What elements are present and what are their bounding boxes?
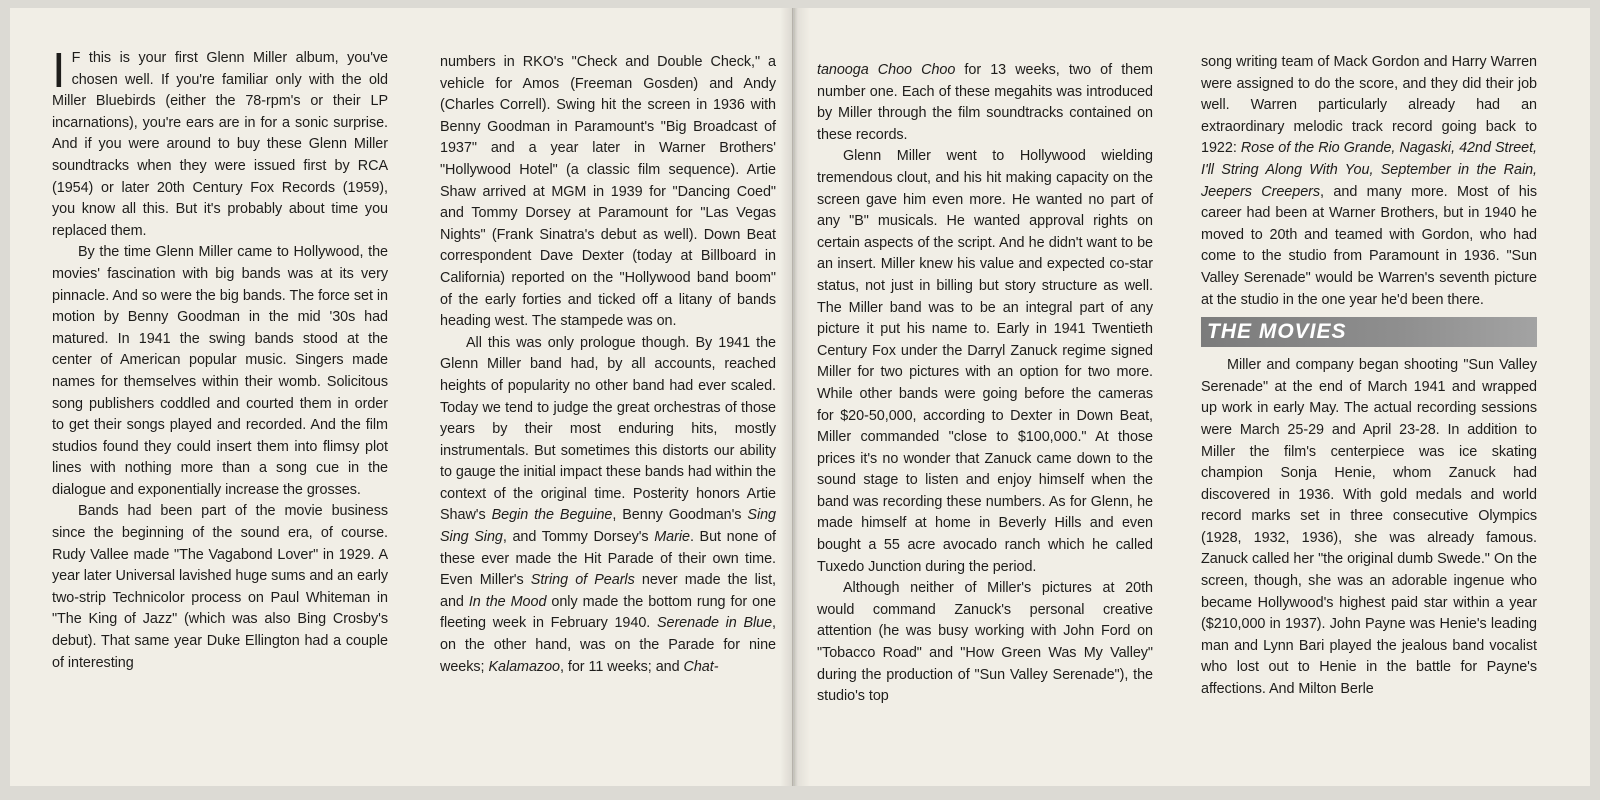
text-run: All this was only prologue though. By 1941 the Glenn Miller band had, by all accounts, reached heights of popularity no other band had ever scaled. Today we tend to judge the great orchestras of those years by their most enduring hits, mostly instrumentals. But sometimes this distorts our ability to gauge the initial impact these bands had within the context of the original time. Posterity honors Artie Shaw's bbox=[440, 334, 776, 524]
text-run: , Benny Goodman's bbox=[612, 507, 748, 524]
song-title: Begin the Beguine bbox=[491, 507, 613, 524]
paragraph: By the time Glenn Miller came to Hollywood, the movies' fascination with big bands was at its very pinnacle. And so were the big bands. The force set in motion by Benny Goodman in the mid '30s had matured. In 1941 the swing bands stood at the center of American popular music. Singers made names for themselves within their womb. Solicitous song publishers coddled and courted them in order to get their songs played and recorded. And the film studios found they could insert them into flimsy plot lines with nothing more than a song cue in the dialogue and exponentially increase the grosses. bbox=[52, 244, 388, 498]
text-run: . But none of these ever made the Hit Parade of their own time. Even Miller's bbox=[440, 529, 776, 589]
paragraph: Miller and company began shooting "Sun Valley Serenade" at the end of March 1941 and wrapped up work in early May. The actual recording sessions were March 25-29 and April 23-28. In addition to Miller the film's centerpiece was ice skating champion Sonja Henie, whom Zanuck had discovered in 1936. With gold medals and world record marks set in three consecutive Olympics (1928, 1932, 1936), she was already famous. Zanuck called her "the original dumb Swede." On the screen, though, she was an adorable ingenue who became Hollywood's highest paid star within a year ($210,000 in 1937). John Payne was Henie's leading man and Lynn Bari played the jealous band vocalist who lost out to Henie in the battle for Payne's affections. And Milton Berle bbox=[1201, 357, 1537, 698]
text-run: for 13 weeks, two of them number one. Each of these megahits was introduced by Miller through the film soundtracks contained on these records. bbox=[817, 62, 1153, 143]
section-heading: THE MOVIES bbox=[1201, 317, 1537, 347]
paragraph: Glenn Miller went to Hollywood wielding tremendous clout, and his hit making capacity on the screen gave him even more. He wanted no part of any "B" musicals. He wanted approval rights on certain aspects of the script. And he didn't want to be an insert. Miller knew his value and expected co-star status, not just in billing but story structure as well. The Miller band was to be an integral part of any picture it put his name to. Early in 1941 Twentieth Century Fox under the Darryl Zanuck regime signed Miller for two pictures with an option for two more. While other bands were going before the cameras for $20-50,000, according to Dexter in Down Beat, Miller commanded "close to $100,000." At those prices it's no wonder that Zanuck came down to the sound stage to listen and enjoy himself when the band was recording these numbers. As for Glenn, he made himself at home in Beverly Hills and even bought a 55 acre avocado ranch which he called Tuxedo Junction during the period. bbox=[817, 148, 1153, 575]
text-run: , and Tommy Dorsey's bbox=[502, 529, 655, 546]
text-run: , on the other hand, was on the Parade for nine weeks; bbox=[440, 615, 776, 675]
text-run: never made the list, and bbox=[440, 572, 776, 610]
paragraph bbox=[52, 44, 388, 242]
song-title: tanooga Choo Choo bbox=[817, 62, 956, 78]
song-title: In the Mood bbox=[468, 593, 547, 610]
column-1 bbox=[52, 44, 388, 674]
song-title: Serenade in Blue bbox=[656, 615, 773, 632]
song-title: Marie bbox=[654, 529, 690, 546]
song-title: Chat- bbox=[683, 658, 719, 675]
song-titles: Rose of the Rio Grande, Nagaski, 42nd Street, I'll String Along With You, September in the Rain, Jeepers Creepers bbox=[1201, 140, 1538, 200]
text-run: , for 11 weeks; and bbox=[559, 658, 684, 675]
paragraph bbox=[440, 333, 776, 679]
paragraph: numbers in RKO's "Check and Double Check," a vehicle for Amos (Freeman Gosden) and Andy (Charles Correll). Swing hit the screen in 1936 with Benny Goodman in Paramount's "Big Broadcast of 1937" and a year later in Warner Brothers' "Hollywood Hotel" (a classic film sequence). Artie Shaw arrived at MGM in 1939 for "Dancing Coed" and Tommy Dorsey at Paramount for "Las Vegas Nights" (Frank Sinatra's debut as well). Down Beat correspondent Dave Dexter (today at Billboard in California) reported on the "Hollywood band boom" of the early forties and ticked off a litany of bands heading west. The stampede was on. bbox=[440, 54, 776, 330]
text-run: , and many more. Most of his career had been at Warner Brothers, but in 1940 he moved to 20th and teamed with Gordon, who had come to the studio from Paramount in 1936. "Sun Valley Serenade" would be Warren's seventh picture at the studio in the one year he'd been there. bbox=[1201, 183, 1537, 308]
text-run: song writing team of Mack Gordon and Harry Warren were assigned to do the score, and they did their job well. Warren particularly already had an extraordinary melodic track record going back to 1922: bbox=[1201, 54, 1537, 157]
column-3 bbox=[817, 60, 1153, 708]
song-title: Sing Sing Sing bbox=[440, 507, 776, 546]
paragraph: Bands had been part of the movie business since the beginning of the sound era, of course. Rudy Vallee made "The Vagabond Lover" in 1929. A year later Universal lavished huge sums and an early two-strip Technicolor process on Paul Whiteman in "The King of Jazz" (which was also Bing Crosby's debut). That same year Duke Ellington had a couple of interesting bbox=[52, 503, 388, 671]
drop-cap: I bbox=[52, 44, 66, 98]
paragraph-text: F this is your first Glenn Miller album, you've chosen well. If you're familiar only with the old Miller Bluebirds (either the 78-rpm's or their LP incarnations), you're ears are in for a sonic surprise. And if you were around to buy these Glenn Miller soundtracks when they were issued first by RCA (1954) or later 20th Century Fox Records (1959), you know all this. But it's probably about time you replaced them. bbox=[52, 50, 388, 239]
paragraph: Although neither of Miller's pictures at 20th would command Zanuck's personal creative attention (he was busy working with John Ford on "Tobacco Road" and "How Green Was My Valley" during the production of "Sun Valley Serenade"), the studio's top bbox=[817, 580, 1153, 705]
text-run: only made the bottom rung for one fleeting week in February 1940. bbox=[440, 593, 777, 632]
paragraph bbox=[1201, 52, 1537, 311]
song-title: Kalamazoo bbox=[488, 658, 560, 675]
column-2 bbox=[440, 52, 776, 678]
right-page bbox=[794, 8, 1590, 786]
song-title: String of Pearls bbox=[530, 572, 635, 589]
paragraph bbox=[817, 60, 1153, 146]
left-page bbox=[10, 8, 793, 786]
column-4 bbox=[1201, 52, 1537, 701]
